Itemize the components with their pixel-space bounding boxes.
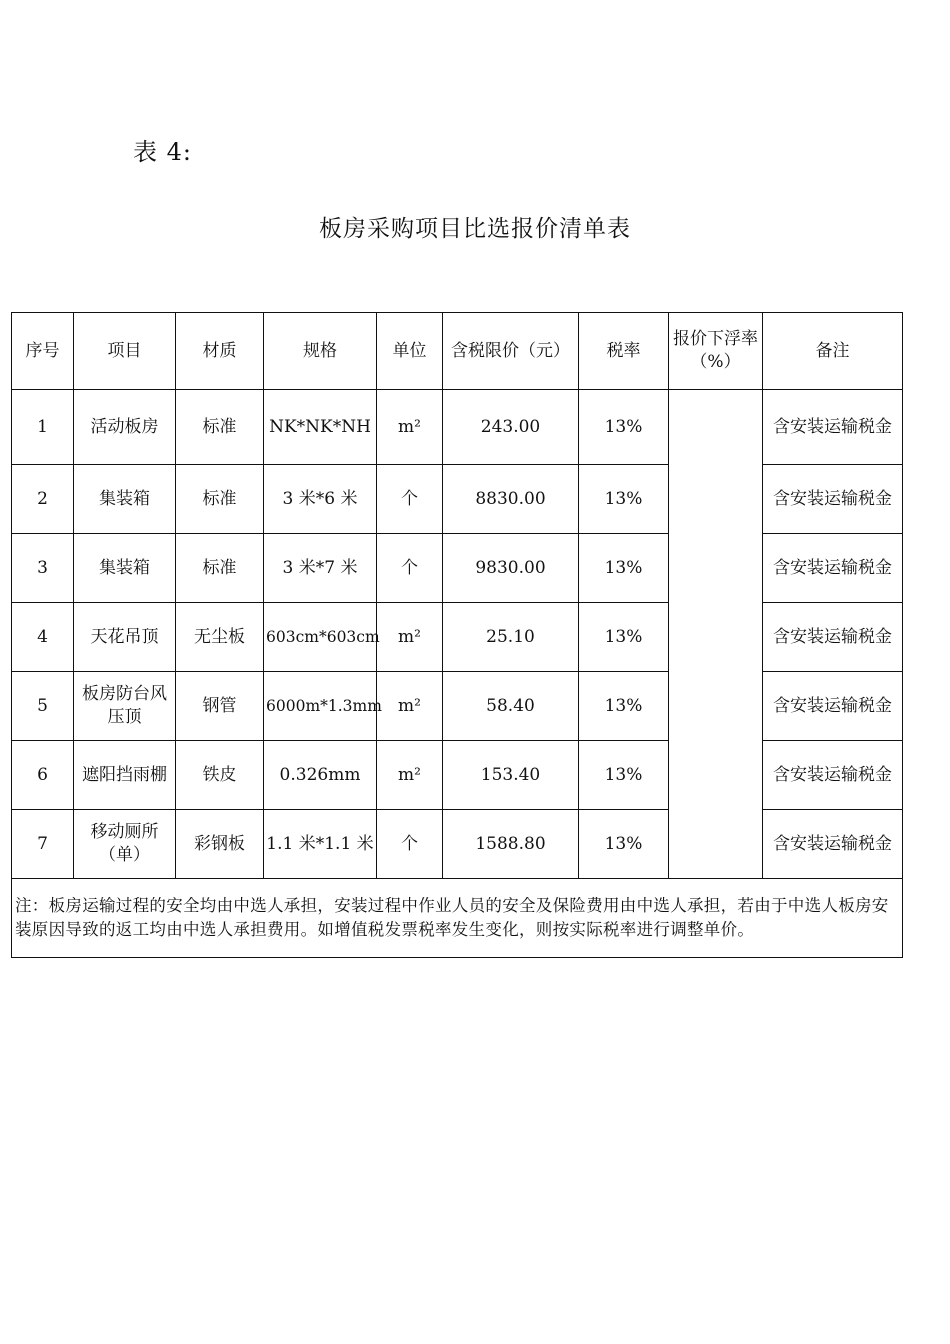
- cell-price: 153.40: [443, 741, 579, 810]
- cell-spec: 603cm*603cm: [264, 603, 377, 672]
- cell-no: 6: [12, 741, 74, 810]
- header-no: 序号: [12, 313, 74, 390]
- cell-remark: 含安装运输税金: [763, 741, 903, 810]
- table-label: 表 4:: [133, 138, 192, 166]
- cell-price: 25.10: [443, 603, 579, 672]
- table-header-row: [12, 313, 903, 390]
- cell-material: 标准: [176, 390, 264, 465]
- table-row: [12, 534, 903, 603]
- cell-material: 铁皮: [176, 741, 264, 810]
- cell-item: 板房防台风压顶: [74, 672, 176, 741]
- cell-item: 遮阳挡雨棚: [74, 741, 176, 810]
- cell-tax: 13%: [579, 810, 669, 879]
- cell-item: 集装箱: [74, 534, 176, 603]
- quote-table: [11, 312, 903, 958]
- table-row: [12, 465, 903, 534]
- header-spec: 规格: [264, 313, 377, 390]
- cell-remark: 含安装运输税金: [763, 390, 903, 465]
- cell-tax: 13%: [579, 672, 669, 741]
- cell-unit: 个: [377, 810, 443, 879]
- cell-item: 移动厕所（单）: [74, 810, 176, 879]
- cell-price: 9830.00: [443, 534, 579, 603]
- page-title: 板房采购项目比选报价清单表: [319, 216, 631, 242]
- footnote-row: [12, 879, 903, 958]
- cell-item: 天花吊顶: [74, 603, 176, 672]
- cell-no: 4: [12, 603, 74, 672]
- cell-spec: 1.1 米*1.1 米: [264, 810, 377, 879]
- cell-no: 5: [12, 672, 74, 741]
- cell-unit: m²: [377, 741, 443, 810]
- header-material: 材质: [176, 313, 264, 390]
- cell-unit: 个: [377, 534, 443, 603]
- cell-item: 集装箱: [74, 465, 176, 534]
- cell-material: 标准: [176, 534, 264, 603]
- cell-remark: 含安装运输税金: [763, 465, 903, 534]
- table-row: [12, 672, 903, 741]
- cell-item: 活动板房: [74, 390, 176, 465]
- header-item: 项目: [74, 313, 176, 390]
- cell-tax: 13%: [579, 390, 669, 465]
- cell-tax: 13%: [579, 603, 669, 672]
- cell-material: 彩钢板: [176, 810, 264, 879]
- cell-unit: 个: [377, 465, 443, 534]
- cell-material: 标准: [176, 465, 264, 534]
- cell-no: 3: [12, 534, 74, 603]
- cell-unit: m²: [377, 603, 443, 672]
- cell-remark: 含安装运输税金: [763, 810, 903, 879]
- cell-discount-rate-empty[interactable]: [669, 390, 763, 879]
- cell-price: 243.00: [443, 390, 579, 465]
- header-discount-rate: 报价下浮率（%）: [669, 313, 763, 390]
- table-row: [12, 390, 903, 465]
- header-price: 含税限价（元）: [443, 313, 579, 390]
- cell-no: 1: [12, 390, 74, 465]
- cell-material: 无尘板: [176, 603, 264, 672]
- cell-tax: 13%: [579, 741, 669, 810]
- cell-unit: m²: [377, 672, 443, 741]
- cell-no: 2: [12, 465, 74, 534]
- cell-unit: m²: [377, 390, 443, 465]
- header-tax: 税率: [579, 313, 669, 390]
- cell-price: 1588.80: [443, 810, 579, 879]
- cell-material: 钢管: [176, 672, 264, 741]
- cell-spec: 0.326mm: [264, 741, 377, 810]
- cell-remark: 含安装运输税金: [763, 603, 903, 672]
- table-row: [12, 603, 903, 672]
- cell-spec: NK*NK*NH: [264, 390, 377, 465]
- cell-spec: 3 米*6 米: [264, 465, 377, 534]
- header-unit: 单位: [377, 313, 443, 390]
- cell-tax: 13%: [579, 534, 669, 603]
- cell-price: 58.40: [443, 672, 579, 741]
- cell-tax: 13%: [579, 465, 669, 534]
- cell-spec: 3 米*7 米: [264, 534, 377, 603]
- header-remark: 备注: [763, 313, 903, 390]
- cell-no: 7: [12, 810, 74, 879]
- cell-remark: 含安装运输税金: [763, 672, 903, 741]
- footnote: 注：板房运输过程的安全均由中选人承担，安装过程中作业人员的安全及保险费用由中选人承担，若由于中选人板房安装原因导致的返工均由中选人承担费用。如增值税发票税率发生变化，则按实际税率进行调整单价。: [12, 879, 903, 958]
- table-row: [12, 741, 903, 810]
- cell-spec: 6000m*1.3mm: [264, 672, 377, 741]
- cell-remark: 含安装运输税金: [763, 534, 903, 603]
- cell-price: 8830.00: [443, 465, 579, 534]
- table-row: [12, 810, 903, 879]
